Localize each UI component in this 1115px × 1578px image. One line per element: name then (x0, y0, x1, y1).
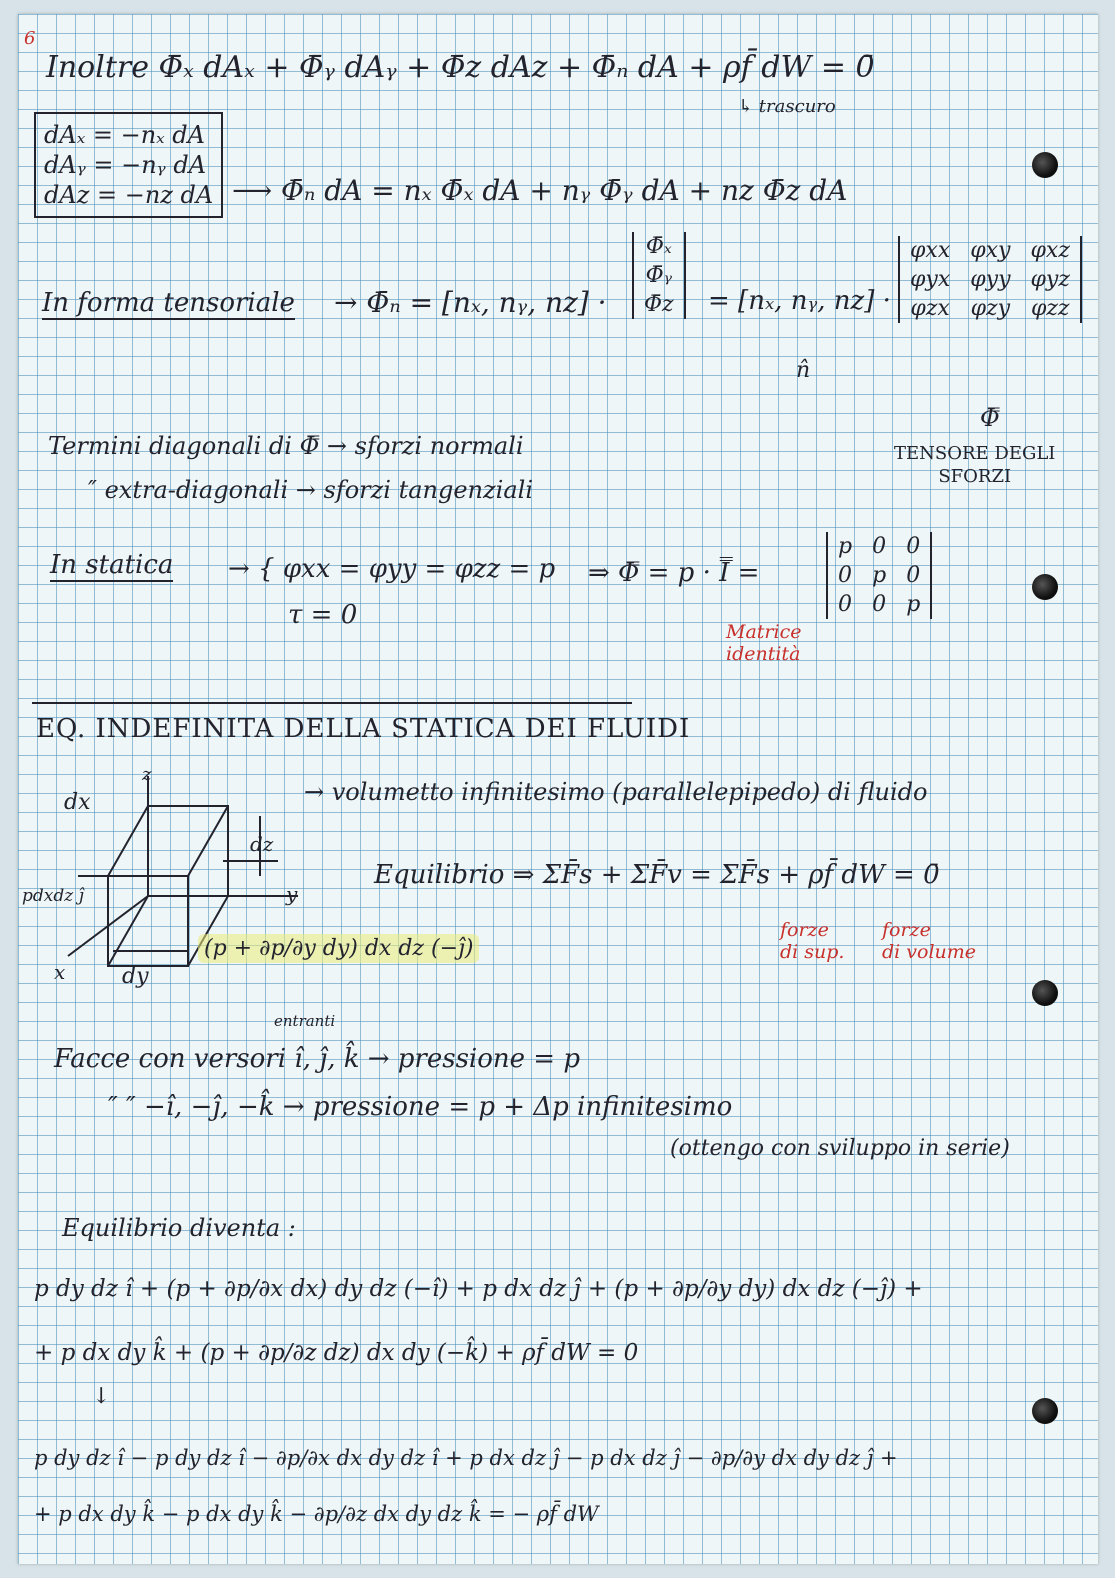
phi-y: Φ̄ᵧ (645, 263, 672, 288)
binder-hole (1032, 980, 1058, 1006)
note-entranti: entranti (274, 1012, 336, 1030)
matrix-cell: p (838, 534, 853, 559)
statics-implies: ⇒ Φ̿ = p · I̿ = (588, 558, 760, 588)
dy-label: dy (122, 964, 149, 989)
binder-hole (1032, 152, 1058, 178)
binder-hole (1032, 574, 1058, 600)
note-sviluppo-serie: (ottengo con sviluppo in serie) (670, 1136, 1010, 1161)
equation-tensor-2: = [nₓ, nᵧ, nz] · (708, 286, 891, 316)
phi-x: Φ̄ₓ (645, 234, 672, 259)
binder-hole (1032, 1398, 1058, 1424)
matrix-cell: φxz (1030, 238, 1070, 263)
line-diagonal-terms: Termini diagonali di Φ̿ → sforzi normali (48, 432, 524, 460)
matrix-cell: φyz (1030, 267, 1070, 292)
matrix-cell: 0 (872, 534, 887, 559)
equation-line-1: p dy dz î + (p + ∂p/∂x dx) dy dz (−î) + p dx dz ĵ + (p + ∂p/∂y dy) dx dz (−ĵ) + (34, 1276, 923, 1302)
dz-label: dz (250, 832, 274, 856)
note-matrice-identita: Matrice identità (726, 621, 802, 665)
matrix-cell: p (906, 592, 921, 617)
axis-y-label: y (286, 882, 298, 906)
matrix-cell: p (872, 563, 887, 588)
matrix-cell: 0 (838, 563, 853, 588)
label-forma-tensoriale: In forma tensoriale (42, 288, 295, 318)
faces-line-2: ″ ″ −î, −ĵ, −k̂ → pressione = p + Δp infinitesimo (108, 1092, 733, 1122)
line-extra-diagonal-terms: ″ extra-diagonali → sforzi tangenziali (88, 476, 533, 504)
notebook-page (18, 14, 1098, 1564)
axis-z-label: z (142, 764, 152, 785)
statics-equation-2: τ = 0 (288, 600, 358, 630)
matrix-cell: φzz (1030, 296, 1070, 321)
label-tensore-sforzi: TENSORE DEGLI SFORZI (894, 443, 1056, 488)
matrix-cell: φyy (970, 267, 1011, 292)
phi-tensor-symbol: Φ̿ (980, 404, 1000, 432)
matrix-cell: 0 (906, 563, 921, 588)
label-volumetto: → volumetto infinitesimo (parallelepipedo) di fluido (304, 778, 928, 806)
matrix-cell: φxx (910, 238, 951, 263)
phi-z: Φ̄z (644, 292, 674, 317)
matrix-cell: 0 (906, 534, 921, 559)
matrix-cell: φyx (910, 267, 951, 292)
axis-x-label: x (54, 960, 66, 984)
n-hat-label: n̂ (796, 358, 811, 383)
equation-phi-n: ⟶ Φ̄ₙ dA = nₓ Φ̄ₓ dA + nᵧ Φ̄ᵧ dA + nz Φ̄z dA (232, 174, 848, 207)
equation-tensor: → Φ̄ₙ = [nₓ, nᵧ, nz] · (334, 286, 607, 319)
highlighted-pressure-term: (p + ∂p/∂y dy) dx dz (−ĵ) (198, 934, 479, 963)
faces-line-1: Facce con versori î, ĵ, k̂ → pressione = p (54, 1044, 580, 1074)
stress-matrix (898, 236, 1082, 323)
matrix-cell: φzx (910, 296, 950, 321)
identity-pressure-matrix (826, 532, 932, 619)
page-number: 6 (24, 28, 36, 49)
label-equilibrio-diventa: Equilibrio diventa : (62, 1214, 296, 1242)
equation-inoltre: Inoltre Φ̄ₓ dAₓ + Φ̄ᵧ dAᵧ + Φ̄z dAz + Φ̄ₙ dA + ρf̄ dW = 0̄ (46, 50, 875, 85)
down-arrow: ↓ (92, 1384, 111, 1409)
statics-equation-1: → { φxx = φyy = φzz = p (228, 554, 556, 584)
equation-line-3: p dy dz î − p dy dz î − ∂p/∂x dx dy dz î + p dx dz ĵ − p dx dz ĵ − ∂p/∂y dx dy dz ĵ + (34, 1446, 898, 1470)
section-divider (32, 702, 632, 704)
pdxdz-label: pdxdz ĵ (22, 886, 84, 906)
matrix-cell: φxy (970, 238, 1011, 263)
equilibrium-equation: Equilibrio ⇒ ΣF̄s + ΣF̄v = ΣF̄s + ρf̄ dW = 0̄ (374, 860, 940, 890)
area-projection-box: dAₓ = −nₓ dA dAᵧ = −nᵧ dA dAz = −nz dA (34, 112, 223, 218)
dx-label: dx (64, 790, 91, 815)
equation-line-4: + p dx dy k̂ − p dx dy k̂ − ∂p/∂z dx dy dz k̂ = − ρf̄ dW (34, 1502, 599, 1526)
matrix-cell: 0 (838, 592, 853, 617)
equation-line-2: + p dx dy k̂ + (p + ∂p/∂z dz) dx dy (−k̂) + ρf̄ dW = 0 (34, 1340, 639, 1366)
section-title: EQ. INDEFINITA DELLA STATICA DEI FLUIDI (36, 714, 691, 744)
matrix-cell: 0 (872, 592, 887, 617)
note-forze-volume: forze di volume (882, 919, 977, 963)
note-trascuro: ↳ trascuro (738, 96, 836, 117)
matrix-cell: φzy (970, 296, 1011, 321)
note-forze-superficie: forze di sup. (780, 919, 845, 963)
phi-vector-column (632, 232, 686, 319)
label-in-statica: In statica (50, 550, 174, 580)
